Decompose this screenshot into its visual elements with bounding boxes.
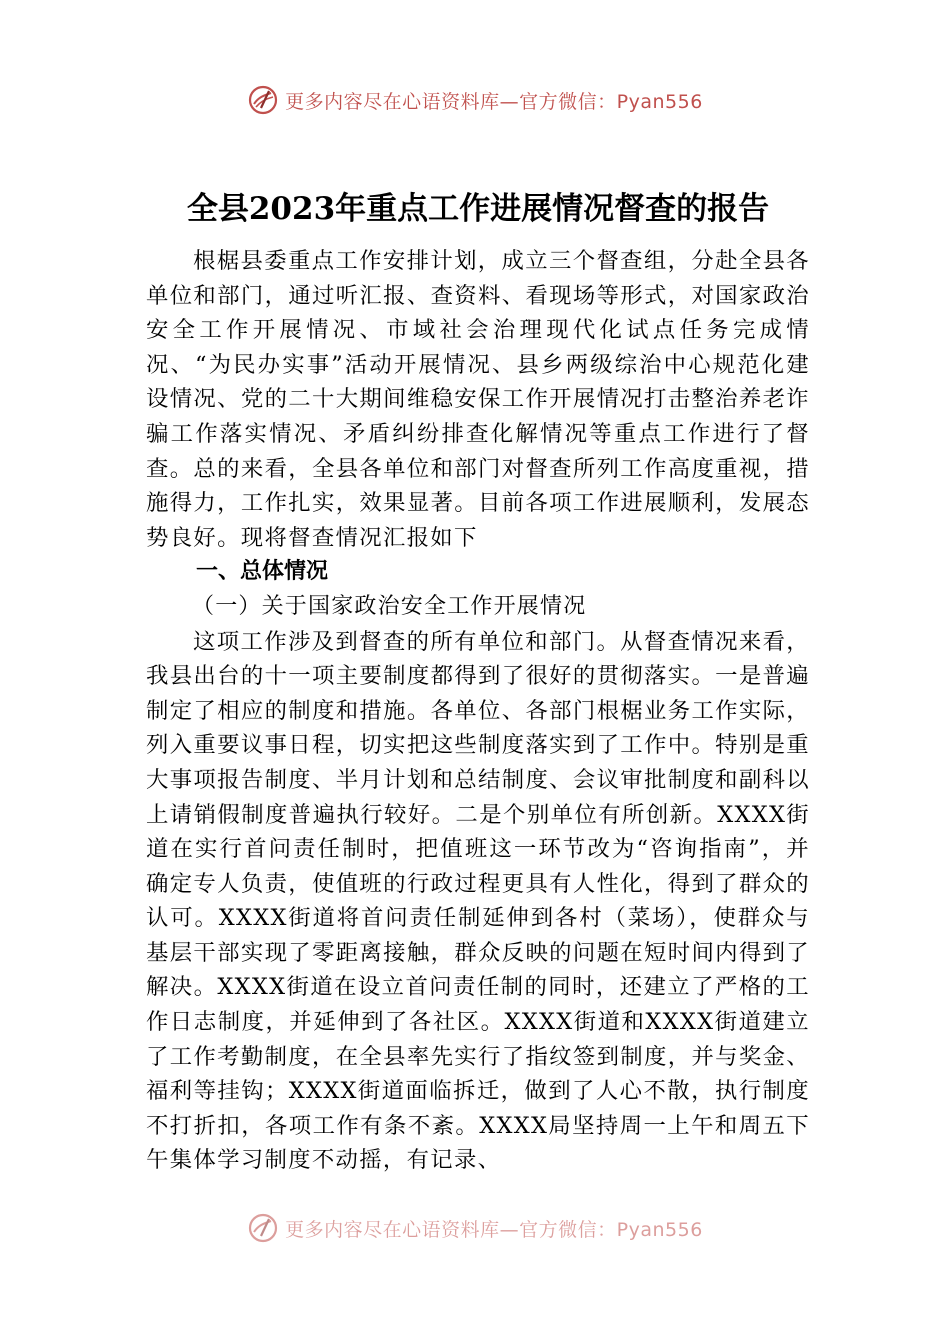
footer-watermark	[0, 1212, 950, 1249]
document-body	[146, 186, 810, 1178]
subsection-heading: （一）关于国家政治安全工作开展情况	[192, 593, 587, 619]
intro-paragraph: 根椐县委重点工作安排计划，成立三个督查组，分赴全县各单位和部门，通过听汇报、查资料、看现场等形式，对国家政治安全工作开展情况、市域社会治理现代化试点任务完成情况、“为民办实事”活动开展情况、县乡两级综治中心规范化建设情况、党的二十大期间维稳安保工作开展情况打击整治养老诈骗工作落实情况、矛盾纠纷排查化解情况等重点工作进行了督查。总的来看，全县各单位和部门对督查所列工作高度重视，措施得力，工作扎实，效果显著。目前各项工作进展顺利，发展态势良好。现将督查情况汇报如下	[146, 248, 810, 551]
header-watermark	[0, 84, 950, 121]
section-heading: 一、总体情况	[196, 559, 329, 585]
watermark-text: 更多内容尽在心语资料库—官方微信：Pyan556	[285, 90, 703, 113]
page-title: 全县2023年重点工作进展情况督查的报告	[186, 191, 770, 227]
body-paragraph: 这项工作涉及到督查的所有单位和部门。从督查情况来看，我县出台的十一项主要制度都得到了很好的贯彻落实。一是普遍制定了相应的制度和措施。各单位、各部门根椐业务工作实际，列入重要议事日程，切实把这些制度落实到了工作中。特别是重大事项报告制度、半月计划和总结制度、会议审批制度和副科以上请销假制度普遍执行较好。二是个别单位有所创新。XXXX街道在实行首问责任制时，把值班这一环节改为“咨询指南”，并确定专人负责，使值班的行政过程更具有人性化，得到了群众的认可。XXXX街道将首问责任制延伸到各村（菜场），使群众与基层干部实现了零距离接触，群众反映的问题在短时间内得到了解决。XXXX街道在设立首问责任制的同时，还建立了严格的工作日志制度，并延伸到了各社区。XXXX街道和XXXX街道建立了工作考勤制度，在全县率先实行了指纹签到制度，并与奖金、福利等挂钩；XXXX街道面临拆迁，做到了人心不散，执行制度不打折扣，各项工作有条不紊。XXXX局坚持周一上午和周五下午集体学习制度不动摇，有记录、	[146, 628, 810, 1174]
book-logo-icon	[247, 84, 279, 116]
book-logo-icon	[247, 1212, 279, 1244]
watermark-text: 更多内容尽在心语资料库—官方微信：Pyan556	[285, 1218, 703, 1241]
